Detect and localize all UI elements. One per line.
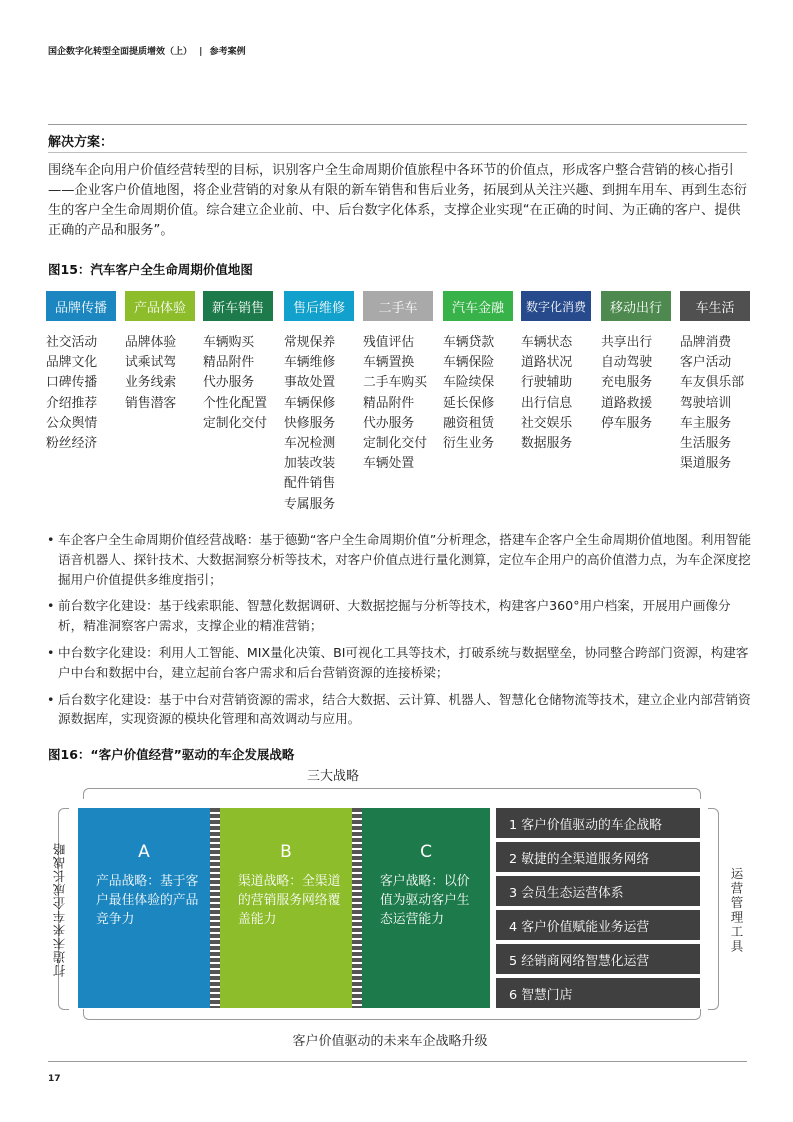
strategy-text: 客户战略：以价值为驱动客户生态运营能力 bbox=[380, 874, 470, 927]
stage-item: 车辆处置 bbox=[363, 456, 415, 472]
stage-item: 残值评估 bbox=[363, 335, 415, 350]
stage-item: 社交活动 bbox=[46, 335, 98, 350]
stage-item: 渠道服务 bbox=[680, 456, 732, 472]
strategy-a bbox=[78, 808, 210, 1008]
stage-header: 数字化消费 bbox=[521, 291, 591, 321]
stage-item: 车辆保修 bbox=[284, 395, 336, 411]
stage-item: 个性化配置 bbox=[203, 395, 267, 411]
stage-item: 车友俱乐部 bbox=[680, 375, 744, 391]
stage-item: 介绍推荐 bbox=[46, 395, 98, 411]
strategy-letter: B bbox=[280, 842, 292, 862]
stage-item-list bbox=[203, 333, 267, 434]
stage-item: 融资租赁 bbox=[443, 415, 495, 431]
stage-item: 业务线索 bbox=[125, 375, 177, 391]
strategy-text: 产品战略：基于客户最佳体验的产品竞争力 bbox=[96, 874, 199, 927]
stage-item: 代办服务 bbox=[203, 375, 255, 391]
stage-item: 驾驶培训 bbox=[680, 395, 732, 411]
stage-item: 车况检测 bbox=[284, 435, 336, 451]
tool-item: 3 会员生态运营体系 bbox=[496, 876, 700, 906]
stage-item: 生活服务 bbox=[680, 435, 732, 451]
bullet-item: • 后台数字化建设：基于中台对营销资源的需求，结合大数据、云计算、机器人、智慧化仓储物流等技术，建立企业内部营销资源数据库，实现资源的模块化管理和高效调动与应用。 bbox=[47, 690, 752, 730]
bottom-label: 客户价值驱动的未来车企战略升级 bbox=[292, 1034, 488, 1049]
tool-item: 5 经销商网络智慧化运营 bbox=[496, 944, 700, 974]
stage-header: 移动出行 bbox=[601, 291, 671, 321]
stage-item: 品牌消费 bbox=[680, 335, 732, 350]
stage-item: 道路救援 bbox=[601, 395, 653, 411]
stage-item: 车辆状态 bbox=[521, 335, 573, 350]
stage-item: 定制化交付 bbox=[363, 435, 427, 451]
stage-header: 新车销售 bbox=[203, 291, 273, 321]
stage-item-list bbox=[443, 333, 494, 454]
stage-item: 延长保修 bbox=[443, 395, 495, 411]
top-brace bbox=[83, 788, 701, 799]
stage-item: 试乘试驾 bbox=[125, 355, 177, 371]
bottom-brace bbox=[83, 1009, 701, 1020]
stage-item: 社交娱乐 bbox=[521, 415, 573, 431]
stage-item: 专属服务 bbox=[284, 496, 336, 512]
header-separator: | bbox=[199, 47, 203, 57]
strategy-divider bbox=[352, 808, 362, 1008]
right-label: 运营管理工具 bbox=[729, 866, 744, 954]
tool-item: 6 智慧门店 bbox=[496, 978, 700, 1008]
figure15-title: 图15：汽车客户全生命周期价值地图 bbox=[48, 262, 253, 277]
strategy-letter: C bbox=[420, 842, 432, 862]
stage-header: 车生活 bbox=[680, 291, 750, 321]
stage-item: 事故处置 bbox=[284, 375, 336, 391]
stage-item: 车辆购买 bbox=[203, 335, 255, 350]
stage-item-list bbox=[46, 333, 97, 454]
stage-item: 车辆贷款 bbox=[443, 335, 495, 350]
stage-header: 产品体验 bbox=[125, 291, 195, 321]
stage-item: 道路状况 bbox=[521, 355, 573, 371]
stage-header: 二手车 bbox=[363, 291, 433, 321]
stage-item: 配件销售 bbox=[284, 476, 336, 492]
top-divider bbox=[48, 124, 747, 125]
stage-item: 行驶辅助 bbox=[521, 375, 573, 391]
stage-item: 定制化交付 bbox=[203, 415, 267, 431]
stage-header: 品牌传播 bbox=[46, 291, 116, 321]
left-label: 打造未来车企成长战略 bbox=[52, 842, 67, 978]
stage-item: 品牌体验 bbox=[125, 335, 177, 350]
stage-item: 停车服务 bbox=[601, 415, 653, 431]
strategy-text: 渠道战略：全渠道的营销服务网络覆盖能力 bbox=[238, 874, 341, 927]
bullet-item: • 车企客户全生命周期价值经营战略：基于德勤“客户全生命周期价值”分析理念，搭建车企客户全生命周期价值地图。利用智能语音机器人、探针技术、大数据洞察分析等技术，对客户价值点进行量化测算，定位车企用户的高价值潜力点，为车企深度挖掘用户价值提供多维度指引； bbox=[47, 530, 752, 589]
stage-item-list bbox=[125, 333, 176, 414]
right-brace bbox=[708, 808, 719, 1010]
header-section: 参考案例 bbox=[209, 47, 246, 57]
stage-item: 数据服务 bbox=[521, 435, 573, 451]
stage-item: 自动驾驶 bbox=[601, 355, 653, 371]
stage-item: 加装改装 bbox=[284, 456, 336, 472]
stage-item: 品牌文化 bbox=[46, 355, 98, 371]
strategy-letter: A bbox=[138, 842, 150, 862]
stage-header: 汽车金融 bbox=[443, 291, 513, 321]
stage-item: 粉丝经济 bbox=[46, 435, 98, 451]
stage-item: 出行信息 bbox=[521, 395, 573, 411]
stage-item: 销售潜客 bbox=[125, 395, 177, 411]
stage-header: 售后维修 bbox=[284, 291, 354, 321]
stage-item-list bbox=[521, 333, 572, 454]
stage-item: 二手车购买 bbox=[363, 375, 427, 391]
top-label: 三大战略 bbox=[306, 769, 359, 784]
stage-item: 精品附件 bbox=[363, 395, 415, 411]
stage-item: 精品附件 bbox=[203, 355, 255, 371]
stage-item: 车主服务 bbox=[680, 415, 732, 431]
stage-item: 代办服务 bbox=[363, 415, 415, 431]
bullet-list bbox=[47, 530, 752, 736]
stage-item-list bbox=[363, 333, 427, 474]
stage-item: 客户活动 bbox=[680, 355, 732, 371]
stage-item-list bbox=[680, 333, 744, 474]
stage-item: 公众舆情 bbox=[46, 415, 98, 431]
solution-heading: 解决方案： bbox=[48, 135, 114, 150]
running-header bbox=[48, 44, 246, 57]
strategy-b bbox=[220, 808, 352, 1008]
strategy-c bbox=[362, 808, 490, 1008]
heading-divider bbox=[48, 152, 747, 153]
bullet-item: • 中台数字化建设：利用人工智能、MIX量化决策、BI可视化工具等技术，打破系统与数据壁垒，协同整合跨部门资源，构建客户中台和数据中台，建立起前台客户需求和后台营销资源的连接桥梁； bbox=[47, 643, 752, 683]
stage-item-list bbox=[601, 333, 652, 434]
bottom-divider bbox=[48, 1061, 747, 1062]
header-title: 国企数字化转型全面提质增效（上） bbox=[48, 47, 193, 57]
stage-item: 快修服务 bbox=[284, 415, 336, 431]
stage-item: 衍生业务 bbox=[443, 435, 495, 451]
bullet-item: • 前台数字化建设：基于线索职能、智慧化数据调研、大数据挖掘与分析等技术，构建客户360°用户档案，开展用户画像分析，精准洞察客户需求，支撑企业的精准营销； bbox=[47, 596, 752, 636]
stage-item: 车辆维修 bbox=[284, 355, 336, 371]
stage-item: 充电服务 bbox=[601, 375, 653, 391]
stage-item: 车辆置换 bbox=[363, 355, 415, 371]
stage-item: 常规保养 bbox=[284, 335, 336, 350]
tool-item: 4 客户价值赋能业务运营 bbox=[496, 910, 700, 940]
figure16-title: 图16：“客户价值经营”驱动的车企发展战略 bbox=[48, 747, 295, 762]
tool-item: 1 客户价值驱动的车企战略 bbox=[496, 808, 700, 838]
page-number: 17 bbox=[48, 1074, 61, 1084]
solution-paragraph: 围绕车企向用户价值经营转型的目标，识别客户全生命周期价值旅程中各环节的价值点，形成客户整合营销的核心指引——企业客户价值地图，将企业营销的对象从有限的新车销售和售后业务，拓展到从关注兴趣、到拥车用车、再到生态衍生的客户全生命周期价值。综合建立企业前、中、后台数字化体系，支撑企业实现“在正确的时间、为正确的客户、提供正确的产品和服务”。 bbox=[48, 163, 747, 238]
tool-item: 2 敏捷的全渠道服务网络 bbox=[496, 842, 700, 872]
stage-item: 共享出行 bbox=[601, 335, 653, 350]
stage-item: 车辆保险 bbox=[443, 355, 495, 371]
stage-item: 车险续保 bbox=[443, 375, 495, 391]
stage-item: 口碑传播 bbox=[46, 375, 98, 391]
strategy-divider bbox=[210, 808, 220, 1008]
stage-item-list bbox=[284, 333, 335, 515]
